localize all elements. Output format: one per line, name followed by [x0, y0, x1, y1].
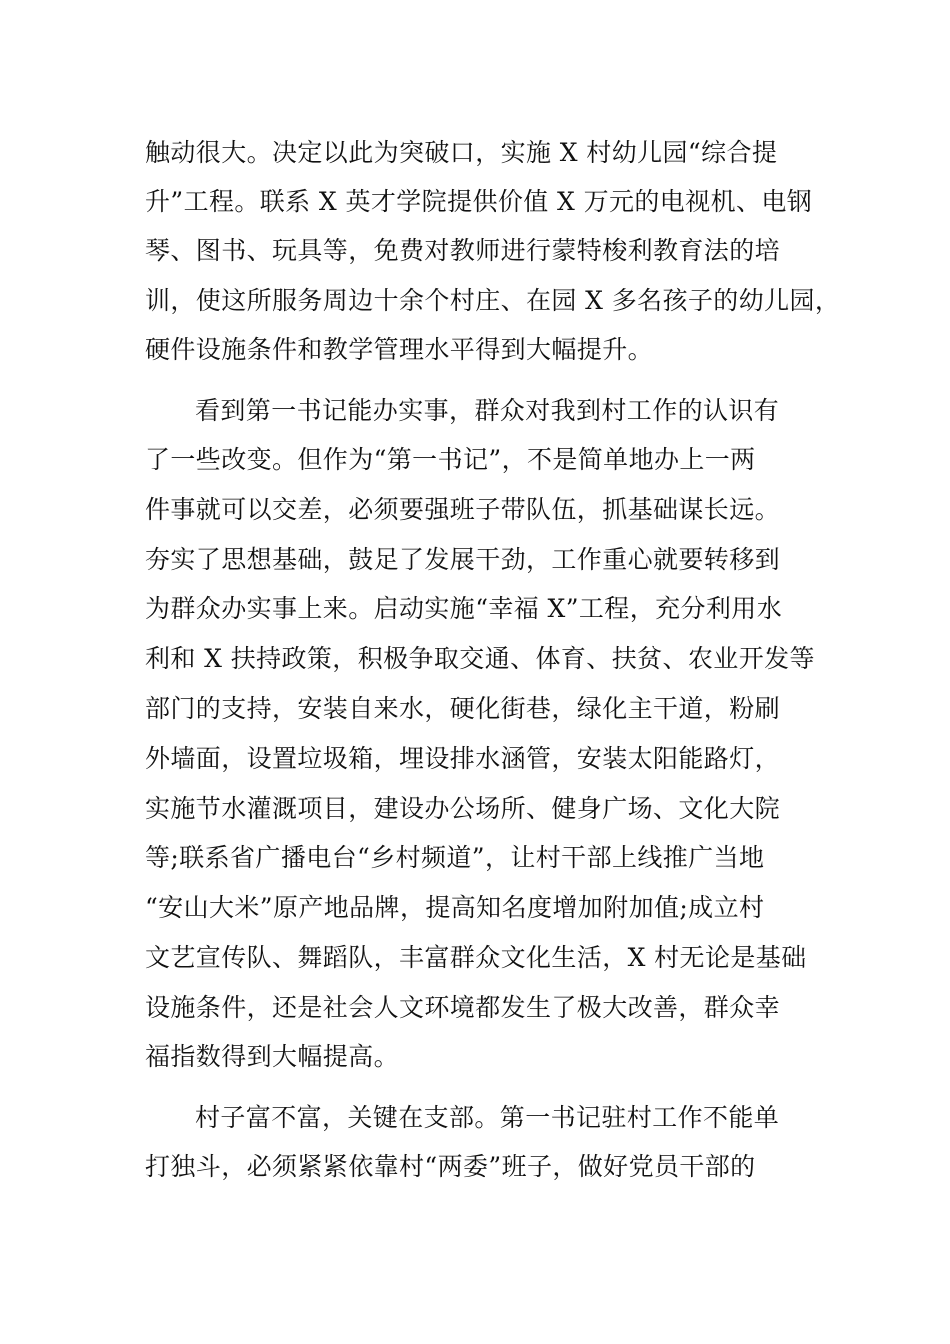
paragraph-2-line-10: 等;联系省广播电台“乡村频道”，让村干部上线推广当地: [145, 843, 765, 872]
paragraph-1-line-5: 硬件设施条件和教学管理水平得到大幅提升。: [145, 335, 654, 364]
paragraph-2-line-5: 为群众办实事上来。启动实施“幸福 X”工程，充分利用水: [145, 594, 783, 623]
paragraph-3-line-1: 村子富不富，关键在支部。第一书记驻村工作不能单: [195, 1103, 780, 1132]
paragraph-2-line-7: 部门的支持，安装自来水，硬化街巷，绿化主干道，粉刷: [145, 694, 781, 723]
paragraph-2-line-12: 文艺宣传队、舞蹈队，丰富群众文化生活，X 村无论是基础: [145, 943, 807, 972]
paragraph-1-line-3: 琴、图书、玩具等，免费对教师进行蒙特梭利教育法的培: [145, 236, 781, 265]
paragraph-1-line-2: 升”工程。联系 X 英才学院提供价值 X 万元的电视机、电钢: [145, 187, 813, 216]
paragraph-2-line-8: 外墙面，设置垃圾箱，埋设排水涵管，安装太阳能路灯，: [145, 744, 781, 773]
paragraph-3-line-2: 打独斗，必须紧紧依靠村“两委”班子，做好党员干部的: [145, 1152, 756, 1181]
paragraph-2-line-11: “安山大米”原产地品牌，提高知名度增加附加值;成立村: [145, 893, 765, 922]
paragraph-2-line-6: 利和 X 扶持政策，积极争取交通、体育、扶贫、农业开发等: [145, 644, 815, 673]
paragraph-2-line-3: 件事就可以交差，必须要强班子带队伍，抓基础谋长远。: [145, 495, 781, 524]
paragraph-2-line-13: 设施条件，还是社会人文环境都发生了极大改善，群众幸: [145, 993, 781, 1022]
paragraph-2-line-1: 看到第一书记能办实事，群众对我到村工作的认识有: [195, 396, 780, 425]
paragraph-2-line-14: 福指数得到大幅提高。: [145, 1042, 400, 1071]
paragraph-2-line-9: 实施节水灌溉项目，建设办公场所、健身广场、文化大院: [145, 794, 781, 823]
paragraph-1-line-4: 训，使这所服务周边十余个村庄、在园 X 多名孩子的幼儿园，: [145, 286, 841, 315]
paragraph-2-line-2: 了一些改变。但作为“第一书记”，不是简单地办上一两: [145, 445, 756, 474]
paragraph-1-line-1: 触动很大。决定以此为突破口，实施 X 村幼儿园“综合提: [145, 138, 778, 167]
paragraph-2-line-4: 夯实了思想基础，鼓足了发展干劲，工作重心就要转移到: [145, 545, 781, 574]
